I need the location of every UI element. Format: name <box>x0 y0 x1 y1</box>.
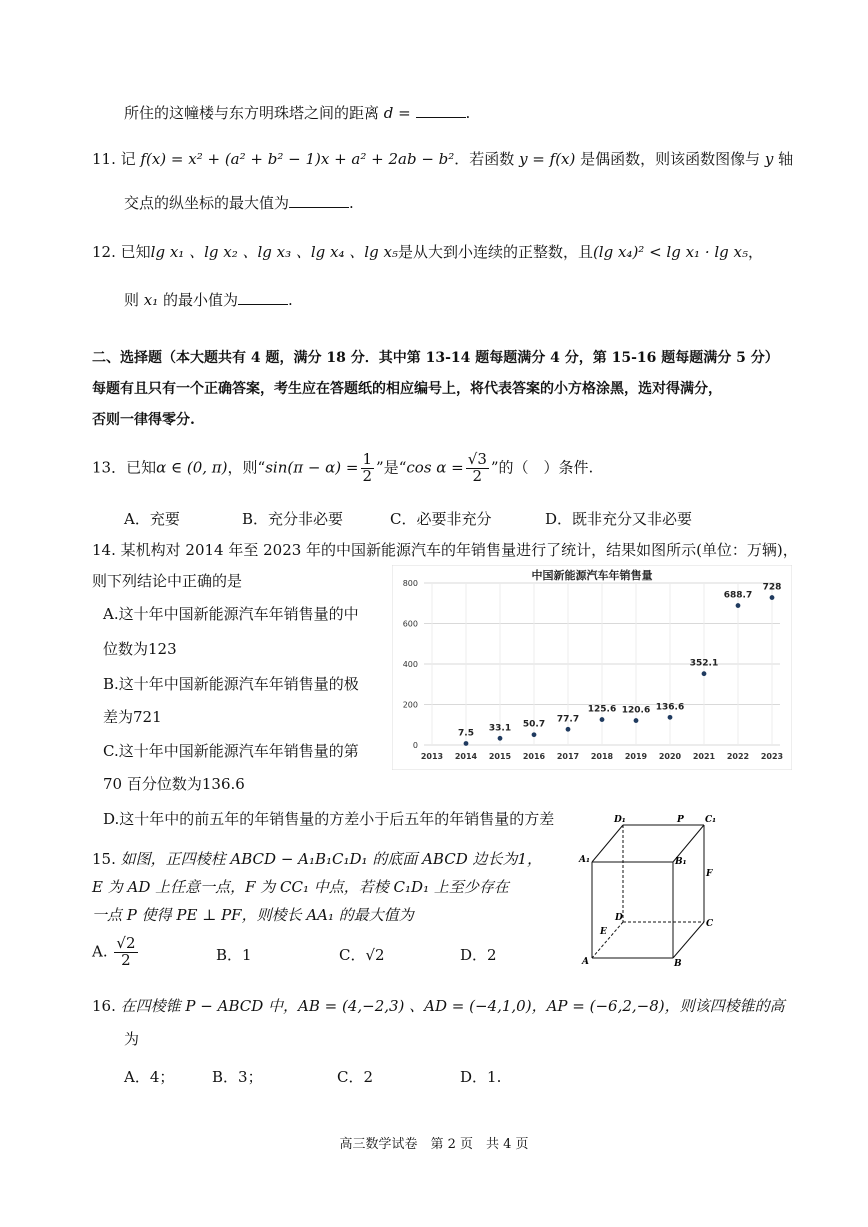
fraction-sqrt3-half: $\frac{√3}{2}$ <box>467 450 487 485</box>
answer-blank <box>238 290 288 305</box>
data-label: 7.5 <box>458 728 474 739</box>
data-point <box>736 603 741 608</box>
q14-stem: 14. 某机构对 2014 年至 2023 年的中国新能源汽车的年销售量进行了统计，结果如图所示(单位：万辆)， <box>92 541 798 559</box>
label-a: A <box>582 957 589 967</box>
q15-option-b: B．1 <box>216 946 252 964</box>
q11-line2: 交点的纵坐标的最大值为 . <box>124 194 354 212</box>
label-c1: C₁ <box>705 815 717 825</box>
y-tick-label: 400 <box>402 660 418 669</box>
section2-instruction: 每题有且只有一个正确答案，考生应在答题纸的相应编号上，将代表答案的小方格涂黑，选对得满分， <box>92 381 722 397</box>
q15-option-c: C．√2 <box>339 946 385 964</box>
x-tick-label: 2019 <box>624 752 648 761</box>
label-d: D <box>615 913 623 923</box>
data-label: 352.1 <box>689 658 719 669</box>
label-d1: D₁ <box>614 815 626 825</box>
x-tick-label: 2020 <box>658 752 682 761</box>
section2-instruction-end: 否则一律得零分. <box>92 412 195 428</box>
q13-option-a: A．充要 <box>124 510 180 528</box>
data-label: 728 <box>762 582 782 593</box>
x-tick-label: 2022 <box>726 752 750 761</box>
q14-option-b: B.这十年中国新能源汽车年销售量的极 <box>103 675 359 693</box>
label-p: P <box>677 815 684 825</box>
label-c: C <box>706 919 714 929</box>
label-f: F <box>706 869 713 879</box>
q15-stem-3: 一点 P 使得 PE ⊥ PF，则棱长 AA₁ 的最大值为 <box>92 906 414 924</box>
data-point <box>566 727 571 732</box>
q12-line1: 12. 已知lg x₁ 、lg x₂ 、lg x₃ 、lg x₄ 、lg x₅是从大到小连续的正整数，且(lg x₄)² < lg x₁ · lg x₅， <box>92 243 764 261</box>
data-label: 33.1 <box>488 723 512 734</box>
x-tick-label: 2021 <box>692 752 716 761</box>
answer-blank <box>289 193 349 208</box>
label-e: E <box>600 927 607 937</box>
q13-stem: 13．已知α ∈ (0, π)，则“sin(π − α) = $\frac{1}{2}$ ”是“cos α = $\frac{√3}{2}$ ”的（ ）条件. <box>92 450 594 485</box>
label-b: B <box>674 959 682 969</box>
x-tick-label: 2015 <box>488 752 512 761</box>
q15-option-d: D．2 <box>460 946 497 964</box>
data-point <box>668 715 673 720</box>
q15-stem-2: E 为 AD 上任意一点，F 为 CC₁ 中点，若棱 C₁D₁ 上至少存在 <box>92 878 509 896</box>
x-tick-label: 2023 <box>760 752 784 761</box>
sales-chart <box>392 565 792 770</box>
data-label: 136.6 <box>655 702 685 713</box>
data-point <box>600 717 605 722</box>
y-tick-label: 600 <box>402 619 418 629</box>
y-tick-label: 0 <box>412 741 418 750</box>
q13-option-b: B．充分非必要 <box>242 510 344 528</box>
label-b1: B₁ <box>675 857 687 867</box>
x-tick-label: 2016 <box>522 752 546 761</box>
data-label: 688.7 <box>723 590 753 601</box>
y-tick-label: 800 <box>402 579 418 588</box>
data-label: 50.7 <box>522 719 546 730</box>
q14-option-c-2: 70 百分位数为136.6 <box>103 775 245 793</box>
x-tick-label: 2014 <box>454 752 478 761</box>
section2-heading: 二、选择题（本大题共有 4 题，满分 18 分．其中第 13-14 题每题满分 4 分，第 15-16 题每题满分 5 分） <box>92 350 779 366</box>
fraction-one-half: $\frac{1}{2}$ <box>362 450 373 485</box>
page-footer: 高三数学试卷 第 2 页 共 4 页 <box>339 1137 529 1152</box>
q15-stem: 15. 如图，正四棱柱 ABCD − A₁B₁C₁D₁ 的底面 ABCD 边长为1， <box>92 850 543 868</box>
q14-option-a-2: 位数为123 <box>103 640 177 658</box>
y-tick-label: 200 <box>402 700 418 710</box>
q16-option-c: C．2 <box>337 1068 374 1086</box>
q16-option-d: D．1. <box>460 1068 502 1086</box>
x-tick-label: 2017 <box>556 752 580 761</box>
chart-title: 中国新能源汽车年销售量 <box>531 569 653 582</box>
q14-option-b-2: 差为721 <box>103 708 162 726</box>
x-tick-label: 2018 <box>590 752 614 761</box>
x-tick-label: 2013 <box>420 752 444 761</box>
q14-option-c: C.这十年中国新能源汽车年销售量的第 <box>103 742 359 760</box>
data-label: 125.6 <box>587 704 617 715</box>
label-a1: A₁ <box>579 855 590 865</box>
q11-line1: 11. 记 f(x) = x² + (a² + b² − 1)x + a² + 2ab − b²．若函数 y = f(x) 是偶函数，则该函数图像与 y 轴 <box>92 150 794 168</box>
answer-blank <box>416 103 466 118</box>
data-point <box>532 732 537 737</box>
q16-stem: 16. 在四棱锥 P − ABCD 中，AB = (4,−2,3) 、AD = (−4,1,0)，AP = (−6,2,−8)，则该四棱锥的高 <box>92 997 785 1015</box>
prism-figure <box>578 810 728 970</box>
q13-option-c: C．必要非充分 <box>390 510 492 528</box>
data-point <box>634 718 639 723</box>
q16-option-a: A．4； <box>124 1068 175 1086</box>
data-point <box>498 736 503 741</box>
q14-option-a: A.这十年中国新能源汽车年销售量的中 <box>103 605 359 623</box>
data-label: 120.6 <box>621 705 651 716</box>
q15-option-a: A. $\frac{√2}{2}$ <box>92 934 136 969</box>
q16-option-b: B．3； <box>212 1068 263 1086</box>
q12-line2: 则 x₁ 的最小值为 . <box>124 291 293 309</box>
q14-stem-2: 则下列结论中正确的是 <box>92 572 243 590</box>
q16-stem-2: 为 <box>124 1030 140 1048</box>
data-point <box>702 671 707 676</box>
q10-tail: 所住的这幢楼与东方明珠塔之间的距离 d = . <box>124 104 471 122</box>
q13-option-d: D．既非充分又非必要 <box>545 510 693 528</box>
q14-option-d: D.这十年中的前五年的年销售量的方差小于后五年的年销售量的方差 <box>103 810 555 828</box>
data-label: 77.7 <box>556 714 580 725</box>
data-point <box>770 595 775 600</box>
data-point <box>464 741 469 746</box>
